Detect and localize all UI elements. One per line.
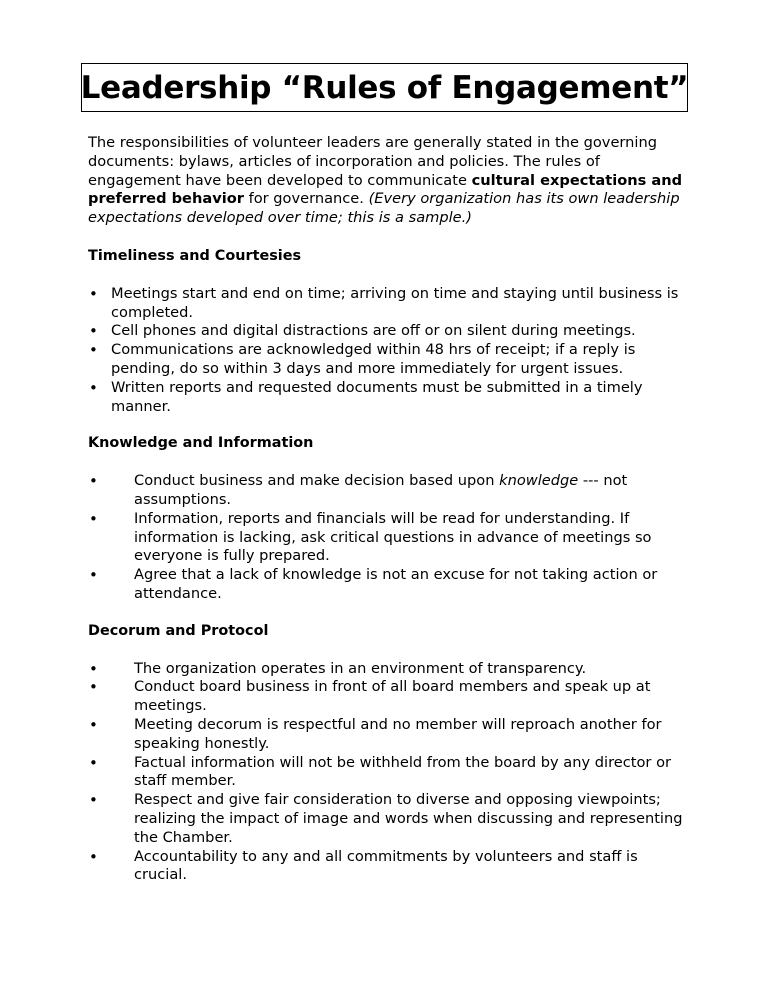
list-item: • The organization operates in an environment of transparency. <box>88 660 688 679</box>
list-item: • Written reports and requested documents must be submitted in a timely manner. <box>88 379 688 417</box>
list-item: • Information, reports and financials will be read for understanding. If information is lacking, ask critical questions in advance of meetings so everyone is fully prepared. <box>88 510 688 566</box>
document-body <box>88 134 688 885</box>
list-item-italic: knowledge <box>499 472 579 490</box>
intro-text-1: The responsibilities of volunteer leaders are generally stated in the governing documents: bylaws, articles of incorporation and policies. The rules of engagement have been developed to communicate <box>88 134 657 189</box>
intro-italic-note: (Every organization has its own leadership expectations developed over time; this is a sample.) <box>88 190 680 227</box>
list-item: • Respect and give fair consideration to diverse and opposing viewpoints; realizing the impact of image and words when discussing and representing the Chamber. <box>88 791 688 847</box>
intro-text-2: for governance. <box>243 190 369 208</box>
list-item: • Cell phones and digital distractions are off or on silent during meetings. <box>88 322 688 341</box>
knowledge-list <box>88 472 688 604</box>
title-box <box>81 63 688 112</box>
list-item: • Accountability to any and all commitments by volunteers and staff is crucial. <box>88 848 688 886</box>
list-item: • Meetings start and end on time; arriving on time and staying until business is completed. <box>88 285 688 323</box>
section-heading-timeliness: Timeliness and Courtesies <box>88 247 302 264</box>
list-item-text: Conduct business and make decision based upon <box>134 472 500 490</box>
list-item: • Factual information will not be withheld from the board by any director or staff member. <box>88 754 688 792</box>
list-item <box>88 472 688 510</box>
decorum-list <box>88 660 688 886</box>
section-heading-decorum: Decorum and Protocol <box>88 622 269 639</box>
page-title: Leadership “Rules of Engagement” <box>80 69 689 106</box>
list-item: • Meeting decorum is respectful and no member will reproach another for speaking honestly. <box>88 716 688 754</box>
section-heading-knowledge: Knowledge and Information <box>88 435 314 452</box>
list-item: • Conduct board business in front of all board members and speak up at meetings. <box>88 678 688 716</box>
timeliness-list <box>88 285 688 417</box>
list-item: • Agree that a lack of knowledge is not an excuse for not taking action or attendance. <box>88 566 688 604</box>
intro-paragraph <box>88 134 688 228</box>
list-item: • Communications are acknowledged within 48 hrs of receipt; if a reply is pending, do so within 3 days and more immediately for urgent issues. <box>88 341 688 379</box>
intro-bold-text: cultural expectations and preferred behavior <box>88 171 683 208</box>
list-item-text: --- not assumptions. <box>134 472 628 508</box>
